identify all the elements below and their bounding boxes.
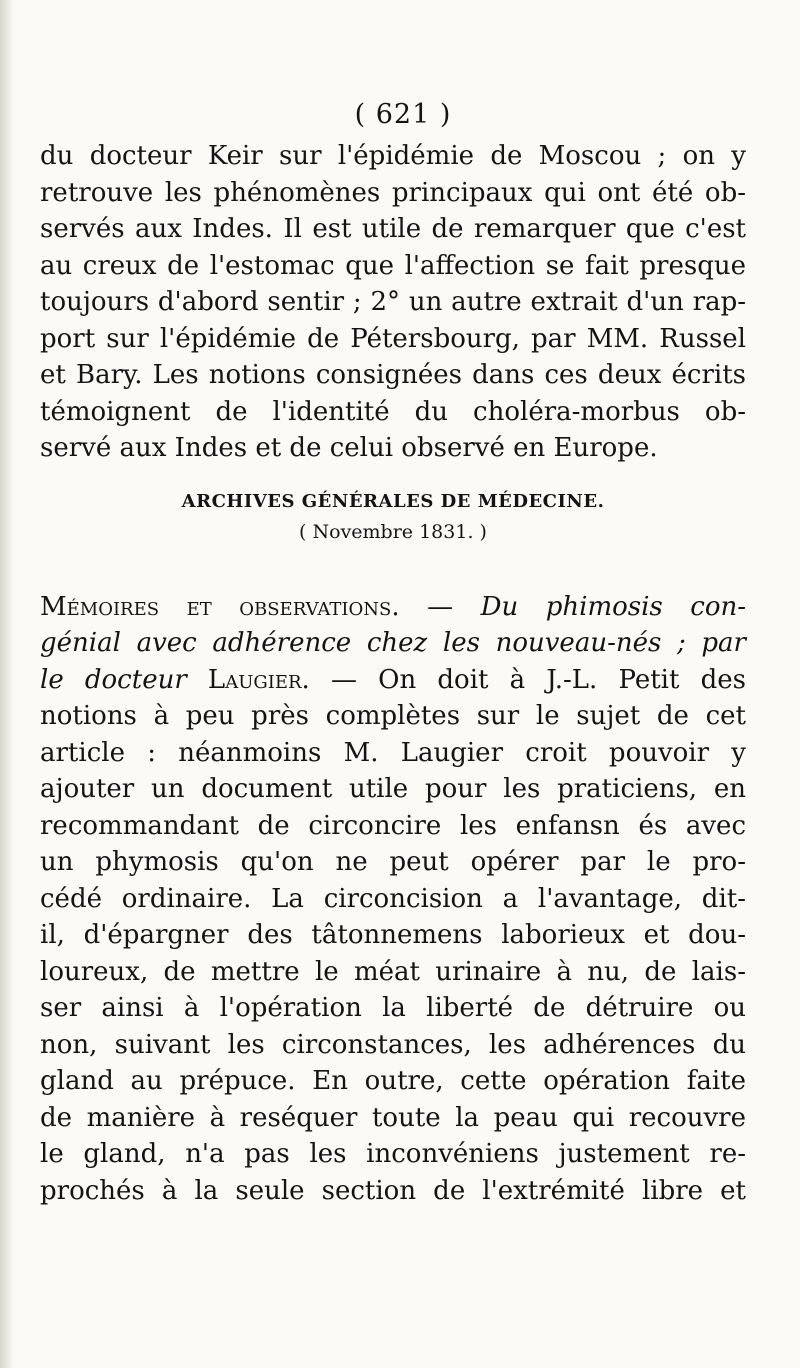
author-name: Laugier. <box>186 664 310 695</box>
text-line: au creux de l'estomac que l'affection se fait presque <box>40 250 746 281</box>
text-line: article : néanmoins M. Laugier croit pouvoir y <box>40 737 746 768</box>
text-line: servé aux Indes et de celui observé en Europe. <box>40 433 658 463</box>
section-heading: ARCHIVES GÉNÉRALES DE MÉDECINE. <box>181 490 605 512</box>
page-number: ( 621 ) <box>354 99 452 130</box>
text-line: toujours d'abord sentir ; 2° un autre extrait d'un rap- <box>40 287 746 317</box>
text-line: un phymosis qu'on ne peut opérer par le pro- <box>40 847 746 877</box>
text-line <box>40 662 746 699</box>
text-line: port sur l'épidémie de Pétersbourg, par MM. Russel <box>40 323 746 354</box>
text-line: il, d'épargner des tâtonnemens laborieux et dou- <box>40 920 746 950</box>
text-line: retrouve les phénomènes principaux qui ont été ob- <box>40 177 746 208</box>
text-line: notions à peu près complètes sur le sujet de cet <box>40 701 746 731</box>
dash: — <box>399 591 481 622</box>
text-line: loureux, de mettre le méat urinaire à nu, de lais- <box>40 956 746 987</box>
book-page <box>40 92 746 1209</box>
article-title: Du phimosis con- <box>480 591 746 622</box>
paragraph-cholera <box>40 138 746 467</box>
text-line: servés aux Indes. Il est utile de remarquer que c'est <box>40 214 746 244</box>
text-line: ajouter un document utile pour les praticiens, en <box>40 774 746 804</box>
text-line <box>40 625 746 662</box>
text-line: cédé ordinaire. La circoncision a l'avantage, dit- <box>40 883 746 914</box>
paragraph-phimosis <box>40 589 746 1210</box>
text-line: du docteur Keir sur l'épidémie de Moscou ; on y <box>40 141 746 171</box>
section-date: ( Novembre 1831. ) <box>299 520 487 543</box>
text-line: ser ainsi à l'opération la liberté de détruire ou <box>40 993 746 1023</box>
text-run: — On doit à J.-L. Petit des <box>309 664 746 695</box>
author-prefix: le docteur <box>40 664 187 695</box>
text-line: prochés à la seule section de l'extrémité libre et <box>40 1175 746 1206</box>
page-edge-shadow <box>0 0 14 1368</box>
article-title: génial avec adhérence chez les nouveau-nés ; par <box>40 628 746 658</box>
text-line: et Bary. Les notions consignées dans ces deux écrits <box>40 360 746 390</box>
text-line: le gland, n'a pas les inconvéniens justement re- <box>40 1139 746 1169</box>
text-line: gland au prépuce. En outre, cette opération faite <box>40 1066 746 1096</box>
rubric-caps: Mémoires et observations. <box>40 591 400 622</box>
text-line: de manière à reséquer toute la peau qui recouvre <box>40 1102 746 1133</box>
text-line <box>40 589 746 626</box>
text-line: recommandant de circoncire les enfansn és avec <box>40 810 746 841</box>
text-line: non, suivant les circonstances, les adhérences du <box>40 1029 746 1060</box>
text-line: témoignent de l'identité du choléra-morbus ob- <box>40 396 746 427</box>
